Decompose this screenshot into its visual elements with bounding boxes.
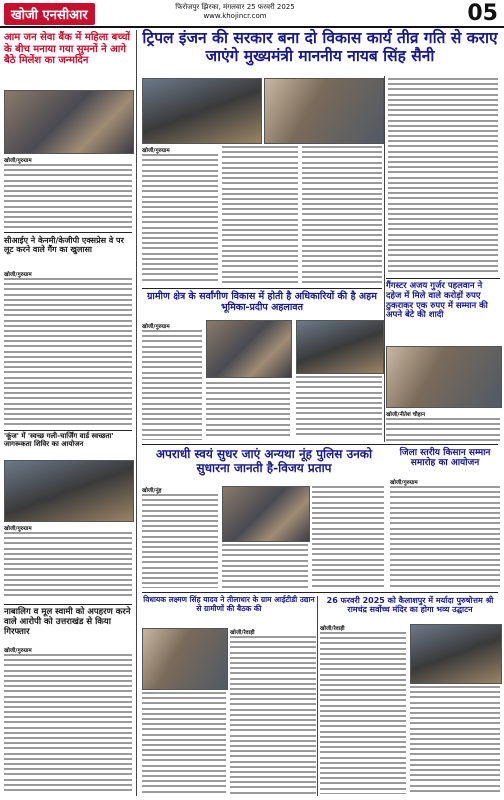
section-rule <box>4 232 132 233</box>
story-10-body-col-1 <box>320 632 406 794</box>
story-5-body <box>386 418 500 442</box>
story-4-body-col-1 <box>142 330 202 440</box>
column-divider <box>384 76 385 442</box>
story-9-photo <box>142 628 228 690</box>
story-1-photo <box>4 90 134 154</box>
story-10-headline: 26 फरवरी 2025 को कैलाशपुर में मर्यादा पुरुषोत्तम श्री रामचंद्र सर्वोच्च मंदिर का होगा भव्य उद्घाटन <box>326 596 494 615</box>
column-divider <box>136 30 137 230</box>
story-6-body <box>4 532 132 600</box>
story-7-body-col-3 <box>312 486 384 588</box>
story-4-photo-2 <box>296 320 384 374</box>
story-10-photo <box>410 624 502 684</box>
section-rule <box>142 288 382 289</box>
story-4-dateline: खोजी/गुरुग्राम <box>142 324 170 330</box>
story-6-headline: 'कूंज' में 'स्वच्छ गली-चार्जिंग वार्ड स्वच्छता' जागरूकता शिविर का आयोजन <box>4 432 114 449</box>
column-divider <box>317 596 318 796</box>
story-7-headline: अपराधी स्वयं सुधर जाएं अन्यथा नूंह पुलिस उनको सुधारना जानती है-विजय प्रताप <box>155 447 373 475</box>
section-rule <box>142 444 498 445</box>
story-7-photo <box>222 486 310 542</box>
story-7-body-col-2 <box>222 544 308 588</box>
story-10-dateline: खोजी/रेवाड़ी <box>320 626 345 632</box>
story-3-headline: सीआईए ने केनमी/केजीपी एक्सप्रेस वे पर लूट करने वाले गैंग का खुलासा <box>4 236 124 255</box>
page-number: 05 <box>467 1 498 26</box>
section-rule <box>4 604 132 605</box>
story-2-photo-1 <box>142 78 262 144</box>
story-9-body-col-1 <box>142 692 226 794</box>
story-11-headline: नाबालिग व मूल स्वामी को अपहरण करने वाले आरोपी को उत्तराखंड से किया गिरफ्तार <box>4 607 131 637</box>
paper-logo: खोजी एनसीआर <box>4 3 95 25</box>
story-1-dateline: खोजी/गुरुग्राम <box>4 158 32 164</box>
story-3-dateline: खोजी/गुरुग्राम <box>4 272 32 278</box>
story-6-photo <box>4 460 134 522</box>
story-9-headline: विधायक लक्ष्मण सिंह यादव ने तीलाधार के ग्राम आईटीडी उद्यान से ग्रामीणों की बैठक की <box>143 595 315 613</box>
masthead <box>0 0 504 28</box>
story-11-dateline: खोजी/गुरुग्राम <box>4 648 32 654</box>
section-rule <box>386 278 500 279</box>
story-5-dateline: खोजी/नीतेश चौहान <box>386 412 426 418</box>
section-rule <box>4 430 132 431</box>
story-2-body-col-1 <box>142 154 218 284</box>
header-dateline: फिरोजपुर झिरका, मंगलवार 25 फरवरी 2025 www.khojincr.com <box>175 3 295 20</box>
story-7-dateline: खोजी/नूंह <box>142 488 162 494</box>
story-4-body-col-3 <box>296 376 382 440</box>
story-4-headline: ग्रामीण क्षेत्र के सर्वांगीण विकास में होती है अधिकारियों की है अहम भूमिका-प्रदीप अहलावत <box>147 291 377 313</box>
story-5-headline: गैंगस्टर अजय गुर्जर पहलवान ने दहेज में मिले वाले करोड़ों रुपए ठुकराकर एक रुपए में सम्मान की अपने बेटे की शादी <box>386 281 488 321</box>
story-5-photo <box>386 346 502 408</box>
story-11-body <box>4 654 132 794</box>
story-2-headline: ट्रिपल इंजन की सरकार बना दो विकास कार्य तीव्र गति से कराए जाएंगे मुख्यमंत्री माननीय नायब सिंह सैनी <box>142 29 498 65</box>
column-divider <box>136 230 137 796</box>
story-9-body-col-2 <box>230 636 316 794</box>
story-10-body-col-2 <box>410 686 500 794</box>
story-2-body-col-4 <box>388 78 498 274</box>
story-8-body <box>390 486 500 588</box>
story-4-body-col-2 <box>206 382 290 440</box>
story-1-headline: आम जन सेवा बैंक में महिला बच्चों के बीच मनाया गया सुमनों ने आगे बैठे मिलेंश का जन्मदिन <box>4 32 131 66</box>
section-rule <box>142 592 498 593</box>
story-4-photo <box>206 320 292 378</box>
story-6-dateline: खोजी/गुरुग्राम <box>4 526 32 532</box>
story-7-body-col-1 <box>142 494 218 588</box>
story-2-photo-2 <box>264 78 384 144</box>
story-2-body-col-3 <box>302 146 382 284</box>
story-2-dateline: खोजी/गुरुग्राम <box>142 148 170 154</box>
story-3-body <box>4 278 132 428</box>
story-8-headline: जिला स्तरीय किसान सम्मान समारोह का आयोजन <box>399 448 491 469</box>
story-1-body <box>4 164 132 230</box>
story-8-dateline: खोजी/गुरुग्राम <box>390 480 418 486</box>
story-2-body-col-2 <box>222 146 298 284</box>
story-9-dateline: खोजी/रेवाड़ी <box>230 630 255 636</box>
